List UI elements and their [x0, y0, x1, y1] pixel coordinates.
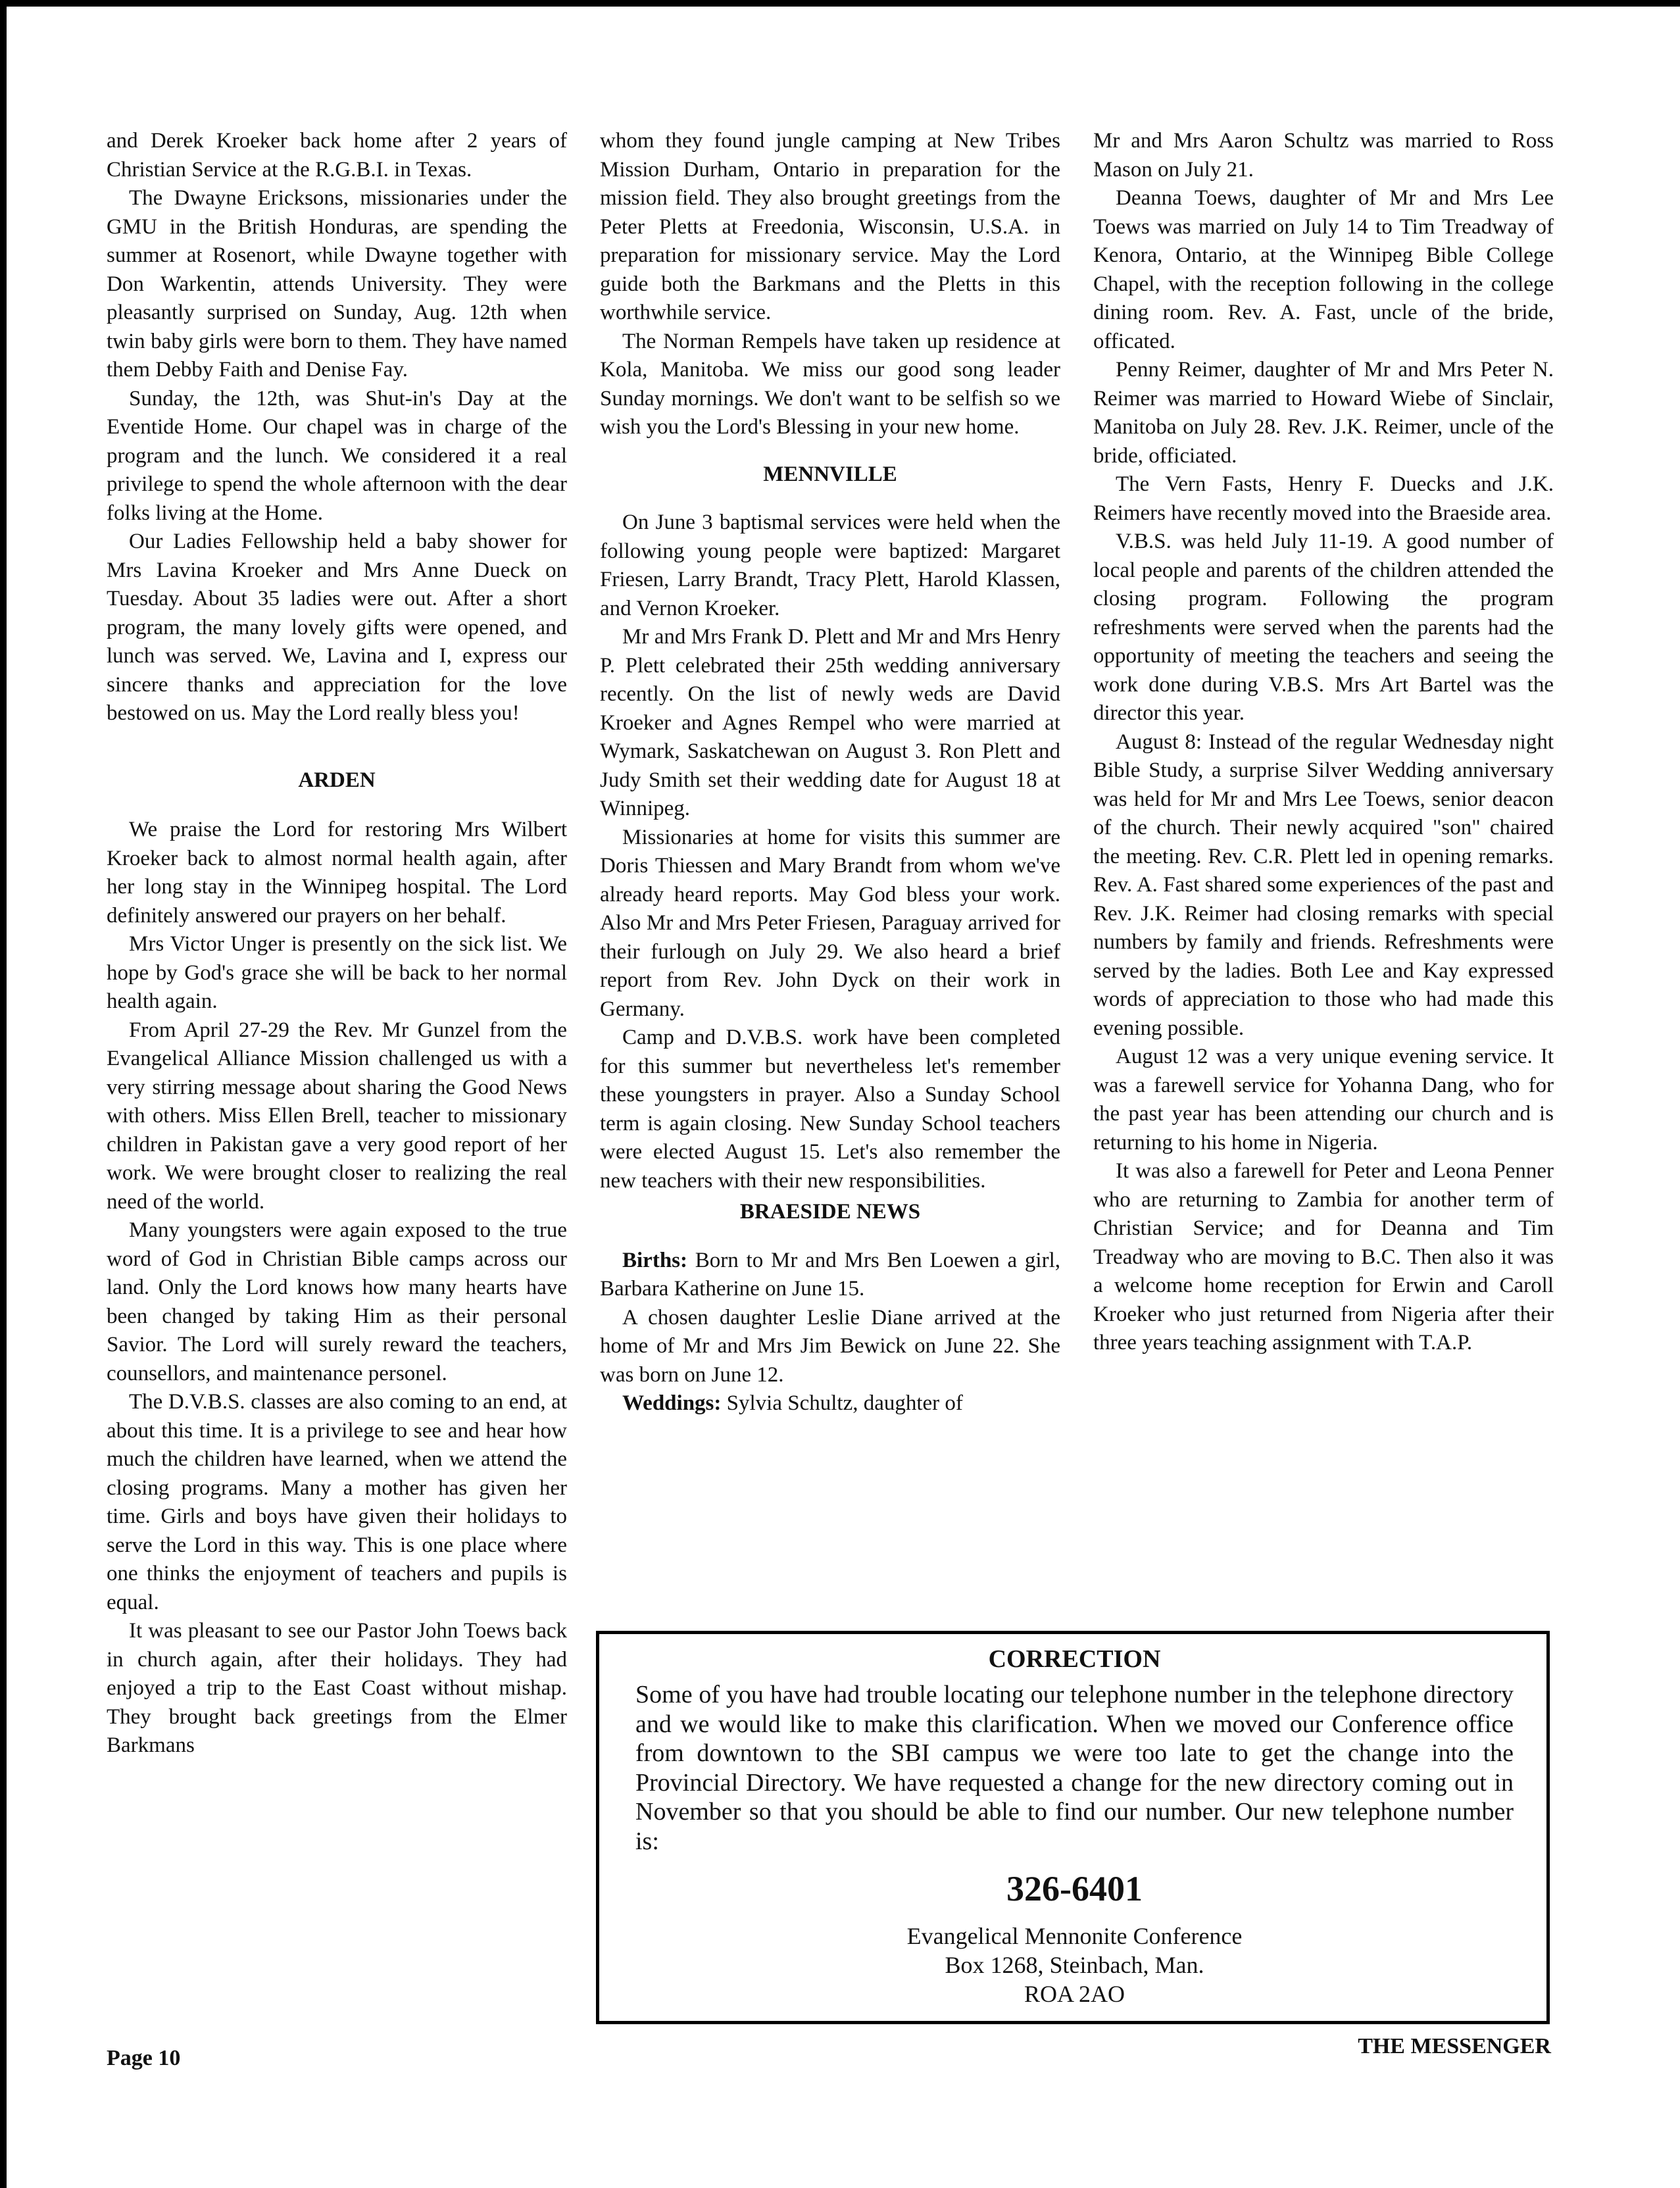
paragraph: Our Ladies Fellowship held a baby shower for Mrs Lavina Kroeker and Mrs Anne Dueck on Tuesday. About 35 ladies were out. After a short program, the many lovely gifts were opened, and lunch was served. We, Lavina and I, express our sincere thanks and appreciation for the love bestowed on us. May the Lord really bless you! — [107, 530, 567, 725]
column-3 — [1093, 127, 1554, 1358]
paragraph: whom they found jungle camping at New Tribes Mission Durham, Ontario in preparation for the mission field. They also brought greetings from the Peter Pletts at Freedonia, Wisconsin, U.S.A. in preparation for missionary service. May the Lord guide both the Barkmans and the Pletts in this worthwhile service. — [600, 129, 1060, 324]
section-heading-arden: ARDEN — [298, 768, 376, 792]
column-1 — [107, 127, 567, 1760]
paragraph: V.B.S. was held July 11-19. A good number of local people and parents of the children attended the closing program. Following the program refreshments were served when the parents had the opportunity of meeting the teachers and seeing the work done during V.B.S. Mrs Art Bartel was the director this year. — [1093, 530, 1554, 725]
paragraph: A chosen daughter Leslie Diane arrived at the home of Mr and Mrs Jim Bewick on June 22. She was born on June 12. — [600, 1305, 1060, 1387]
paragraph-weddings — [600, 1389, 1060, 1418]
column-2 — [600, 127, 1060, 1418]
paragraph: Camp and D.V.B.S. work have been completed for this summer but nevertheless let's remember these youngsters in prayer. Also a Sunday School term is again closing. New Sunday School teachers were elected August 15. Let's also remember the new teachers with their new responsibilities. — [600, 1026, 1060, 1193]
box-address: Box 1268, Steinbach, Man. — [945, 1952, 1204, 1978]
paragraph: Mrs Victor Unger is presently on the sick list. We hope by God's grace she will be back to her normal health again. — [107, 932, 567, 1013]
paragraph: Penny Reimer, daughter of Mr and Mrs Peter N. Reimer was married to Howard Wiebe of Sinclair, Manitoba on July 28. Rev. J.K. Reimer, uncle of the bride, officiated. — [1093, 358, 1554, 468]
births-label: Births: — [622, 1248, 687, 1272]
paragraph: Missionaries at home for visits this summer are Doris Thiessen and Mary Brandt from whom we've already heard reports. May God bless your work. Also Mr and Mrs Peter Friesen, Paraguay arrived for their furlough on July 29. We also heard a brief report from Rev. John Dyck on their work in Germany. — [600, 825, 1060, 1021]
phone-number: 326-6401 — [1006, 1869, 1143, 1908]
paragraph: It was pleasant to see our Pastor John Toews back in church again, after their holidays. They had enjoyed a trip to the East Coast without mishap. They brought back greetings from the Elmer Barkmans — [107, 1619, 567, 1757]
paragraph: From April 27-29 the Rev. Mr Gunzel from the Evangelical Alliance Mission challenged us with a very stirring message about sharing the Good News with others. Miss Ellen Brell, teacher to missionary children in Pakistan gave a very good report of her work. We were brought closer to realizing the real need of the world. — [107, 1018, 567, 1214]
paragraph: August 8: Instead of the regular Wednesday night Bible Study, a surprise Silver Wedding anniversary was held for Mr and Mrs Lee Toews, senior deacon of the church. Their newly acquired "son" chaired the meeting. Rev. C.R. Plett led in opening remarks. Rev. A. Fast shared some experiences of the past and Rev. J.K. Reimer had closing remarks with special numbers by family and friends. Refreshments were served by the ladies. Both Lee and Kay expressed words of appreciation to those who had made this evening possible. — [1093, 730, 1554, 1040]
paragraph: We praise the Lord for restoring Mrs Wilbert Kroeker back to almost normal health again, after her long stay in the Winnipeg hospital. The Lord definitely answered our prayers on her behalf. — [107, 818, 567, 928]
correction-title: CORRECTION — [988, 1645, 1161, 1673]
section-heading-mennville: MENNVILLE — [763, 462, 897, 486]
paragraph: Mr and Mrs Aaron Schultz was married to Ross Mason on July 21. — [1093, 129, 1554, 182]
weddings-label: Weddings: — [622, 1391, 722, 1415]
paragraph: August 12 was a very unique evening service. It was a farewell service for Yohanna Dang, who for the past year has been attending our church and is returning to his home in Nigeria. — [1093, 1045, 1554, 1155]
weddings-text: Sylvia Schultz, daughter of — [726, 1391, 963, 1415]
paragraph: The Norman Rempels have taken up residence at Kola, Manitoba. We miss our good song leader Sunday mornings. We don't want to be selfish so we wish you the Lord's Blessing in your new home. — [600, 329, 1060, 439]
correction-body: Some of you have had trouble locating our telephone number in the telephone directory and we would like to make this clarification. When we moved our Conference office from downtown to the SBI campus we were too late to get the change into the Provincial Directory. We have requested a change for the new directory coming out in November so that you should be able to find our number. Our new telephone number is: — [635, 1681, 1514, 1855]
births-text: Born to Mr and Mrs Ben Loewen a girl, Barbara Katherine on June 15. — [600, 1248, 1060, 1301]
paragraph: The D.V.B.S. classes are also coming to an end, at about this time. It is a privilege to see and hear how much the children have learned, when we attend the closing programs. Many a mother has given her time. Girls and boys have given their holidays to serve the Lord in this way. This is one place where one thinks the enjoyment of teachers and pupils is equal. — [107, 1390, 567, 1614]
correction-box — [596, 1631, 1550, 2024]
paragraph: Many youngsters were again exposed to the true word of God in Christian Bible camps across our land. Only the Lord knows how many hearts have been changed by taking Him as their personal Savior. The Lord will surely reward the teachers, counsellors, and maintenance personel. — [107, 1218, 567, 1385]
paragraph: The Dwayne Ericksons, missionaries under the GMU in the British Honduras, are spending the summer at Rosenort, while Dwayne together with Don Warkentin, attends University. They were pleasantly surprised on Sunday, Aug. 12th when twin baby girls were born to them. They have named them Debby Faith and Denise Fay. — [107, 186, 567, 382]
paragraph: It was also a farewell for Peter and Leona Penner who are returning to Zambia for another term of Christian Service; and for Deanna and Tim Treadway who are moving to B.C. Then also it was a welcome home reception for Erwin and Caroll Kroeker who just returned from Nigeria after their three years teaching assignment with T.A.P. — [1093, 1159, 1554, 1355]
section-heading-braeside: BRAESIDE NEWS — [739, 1200, 921, 1224]
page-number: Page 10 — [107, 2046, 181, 2070]
address-block — [635, 1922, 1514, 2008]
paragraph-births — [600, 1247, 1060, 1304]
paragraph: Mr and Mrs Frank D. Plett and Mr and Mrs Henry P. Plett celebrated their 25th wedding anniversary recently. On the list of newly weds are David Kroeker and Agnes Rempel who were married at Wymark, Saskatchewan on August 3. Ron Plett and Judy Smith set their wedding date for August 18 at Winnipeg. — [600, 625, 1060, 820]
paragraph: Sunday, the 12th, was Shut-in's Day at the Eventide Home. Our chapel was in charge of the program and the lunch. We considered it a real privilege to spend the whole afternoon with the dear folks living at the Home. — [107, 386, 567, 525]
paragraph: Deanna Toews, daughter of Mr and Mrs Lee Toews was married on July 14 to Tim Treadway of Kenora, Ontario, at the Winnipeg Bible College Chapel, with the reception following in the college dining room. Rev. A. Fast, uncle of the bride, officated. — [1093, 186, 1554, 353]
publication-name: THE MESSENGER — [1358, 2034, 1551, 2058]
paragraph: and Derek Kroeker back home after 2 years of Christian Service at the R.G.B.I. in Texas. — [107, 129, 567, 182]
paragraph: The Vern Fasts, Henry F. Duecks and J.K. Reimers have recently moved into the Braeside area. — [1093, 472, 1554, 525]
organization-name: Evangelical Mennonite Conference — [906, 1923, 1243, 1949]
postal-code: ROA 2AO — [1024, 1981, 1125, 2007]
paragraph: On June 3 baptismal services were held when the following young people were baptized: Margaret Friesen, Larry Brandt, Tracy Plett, Harold Klassen, and Vernon Kroeker. — [600, 510, 1060, 620]
